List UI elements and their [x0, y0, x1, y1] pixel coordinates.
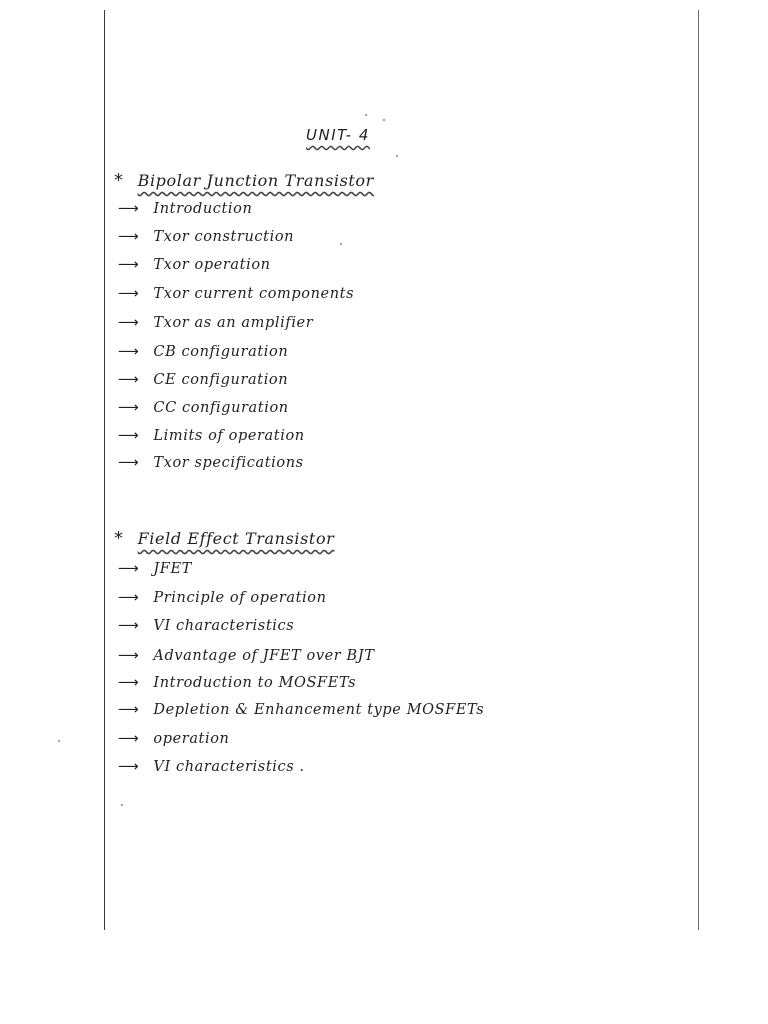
bullet-star-icon: * [114, 170, 124, 191]
list-item: ⟶ Depletion & Enhancement type MOSFETs [118, 702, 485, 718]
arrow-icon: ⟶ [118, 648, 140, 664]
arrow-icon: ⟶ [118, 257, 140, 273]
list-item: ⟶ CC configuration [118, 400, 289, 416]
list-item: ⟶ Txor operation [118, 257, 271, 273]
list-item: ⟶ Advantage of JFET over BJT [118, 648, 375, 664]
arrow-icon: ⟶ [118, 229, 140, 245]
list-item: ⟶ Txor current components [118, 286, 355, 302]
section-heading-bjt: * Bipolar Junction Transistor [114, 170, 374, 191]
arrow-icon: ⟶ [118, 286, 140, 302]
right-margin-line [698, 10, 699, 930]
page-title: UNIT- 4 [306, 126, 370, 144]
left-margin-line [104, 10, 105, 930]
arrow-icon: ⟶ [118, 759, 140, 775]
list-item: ⟶ CB configuration [118, 344, 289, 360]
arrow-icon: ⟶ [118, 315, 140, 331]
list-item: ⟶ Introduction to MOSFETs [118, 675, 357, 691]
list-item: ⟶ Introduction [118, 201, 253, 217]
arrow-icon: ⟶ [118, 344, 140, 360]
arrow-icon: ⟶ [118, 590, 140, 606]
arrow-icon: ⟶ [118, 428, 140, 444]
scan-speck [365, 114, 367, 116]
section-heading-fet: * Field Effect Transistor [114, 528, 335, 549]
arrow-icon: ⟶ [118, 201, 140, 217]
list-item: ⟶ operation [118, 731, 230, 747]
scan-speck [340, 243, 342, 245]
list-item: ⟶ Txor as an amplifier [118, 315, 314, 331]
list-item: ⟶ JFET [118, 561, 192, 577]
list-item: ⟶ VI characteristics . [118, 759, 305, 775]
scan-speck [396, 155, 398, 157]
arrow-icon: ⟶ [118, 702, 140, 718]
list-item: ⟶ VI characteristics [118, 618, 295, 634]
list-item: ⟶ Limits of operation [118, 428, 305, 444]
list-item: ⟶ CE configuration [118, 372, 289, 388]
arrow-icon: ⟶ [118, 675, 140, 691]
list-item: ⟶ Principle of operation [118, 590, 327, 606]
list-item: ⟶ Txor specifications [118, 455, 304, 471]
scan-speck [383, 119, 385, 121]
scan-speck [58, 740, 60, 742]
scan-speck [121, 804, 123, 806]
arrow-icon: ⟶ [118, 372, 140, 388]
bullet-star-icon: * [114, 528, 124, 549]
list-item: ⟶ Txor construction [118, 229, 295, 245]
arrow-icon: ⟶ [118, 618, 140, 634]
arrow-icon: ⟶ [118, 731, 140, 747]
arrow-icon: ⟶ [118, 400, 140, 416]
arrow-icon: ⟶ [118, 455, 140, 471]
arrow-icon: ⟶ [118, 561, 140, 577]
